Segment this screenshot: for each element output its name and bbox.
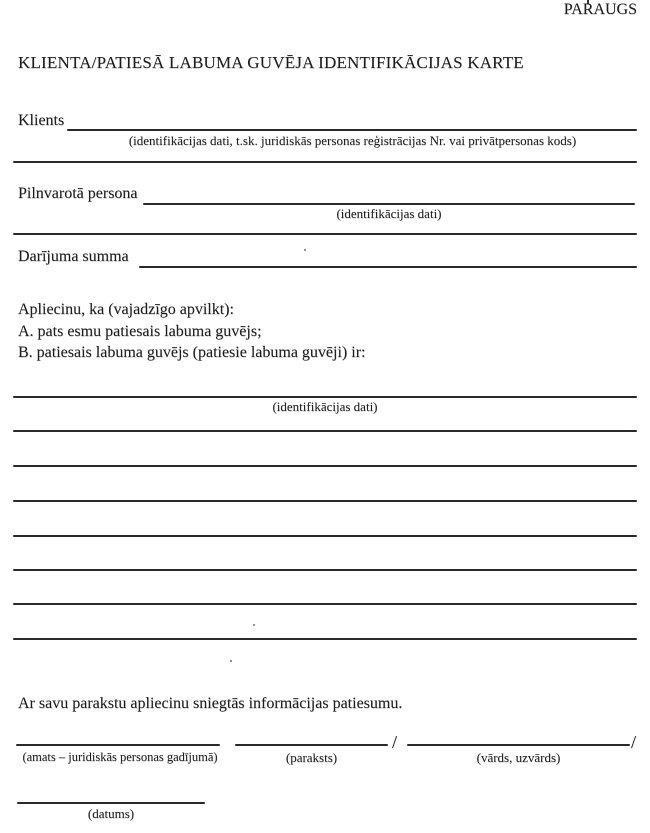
sample-watermark: PARAUGS	[563, 1, 637, 18]
klients-label: Klients	[18, 112, 65, 129]
signature-slash-left: /	[392, 732, 398, 752]
declaration-intro: Apliecinu, ka (vajadzīgo apvilkt):	[18, 301, 234, 318]
declaration-option-a: A. pats esmu patiesais labuma guvējs;	[18, 323, 262, 340]
paraksts-caption: (paraksts)	[285, 750, 338, 765]
beneficiary-write-line	[13, 603, 637, 605]
pilnvarota-label: Pilnvarotā persona	[18, 185, 138, 202]
amats-caption: (amats – juridiskās personas gadījumā)	[22, 750, 218, 764]
darijuma-write-line	[139, 266, 637, 268]
amats-write-line	[16, 744, 220, 746]
beneficiary-write-line	[13, 465, 637, 467]
form-title: KLIENTA/PATIESĀ LABUMA GUVĒJA IDENTIFIKĀCIJAS KARTE	[18, 53, 524, 72]
declaration-option-b: B. patiesais labuma guvējs (patiesie labuma guvēji) ir:	[18, 344, 366, 361]
beneficiary-write-line	[13, 430, 637, 432]
scan-speck	[230, 660, 232, 662]
beneficiary-write-line	[13, 500, 637, 502]
beneficiary-write-line	[13, 535, 637, 537]
klients-write-line	[67, 129, 637, 131]
pilnvarota-caption: (identifikācijas dati)	[336, 206, 442, 221]
darijuma-label: Darījuma summa	[18, 248, 129, 265]
pilnvarota-extra-line	[13, 233, 637, 235]
datums-caption: (datums)	[87, 806, 135, 821]
beneficiary-write-line	[13, 638, 637, 640]
scan-speck	[253, 624, 255, 626]
scan-speck	[304, 249, 306, 251]
datums-write-line	[17, 802, 205, 804]
vards-caption: (vārds, uzvārds)	[476, 750, 561, 765]
paraksts-write-line	[235, 744, 388, 746]
vards-write-line	[407, 744, 630, 746]
klients-extra-line	[13, 161, 637, 163]
pilnvarota-write-line	[143, 203, 635, 205]
beneficiary-write-line	[13, 396, 637, 398]
confirmation-text: Ar savu parakstu apliecinu sniegtās informācijas patiesumu.	[18, 695, 403, 712]
klients-caption: (identifikācijas dati, t.sk. juridiskās personas reģistrācijas Nr. vai privātpersonas kods)	[128, 133, 577, 148]
signature-slash-right: /	[631, 732, 637, 752]
beneficiary-caption: (identifikācijas dati)	[272, 399, 378, 414]
beneficiary-write-line	[13, 569, 637, 571]
